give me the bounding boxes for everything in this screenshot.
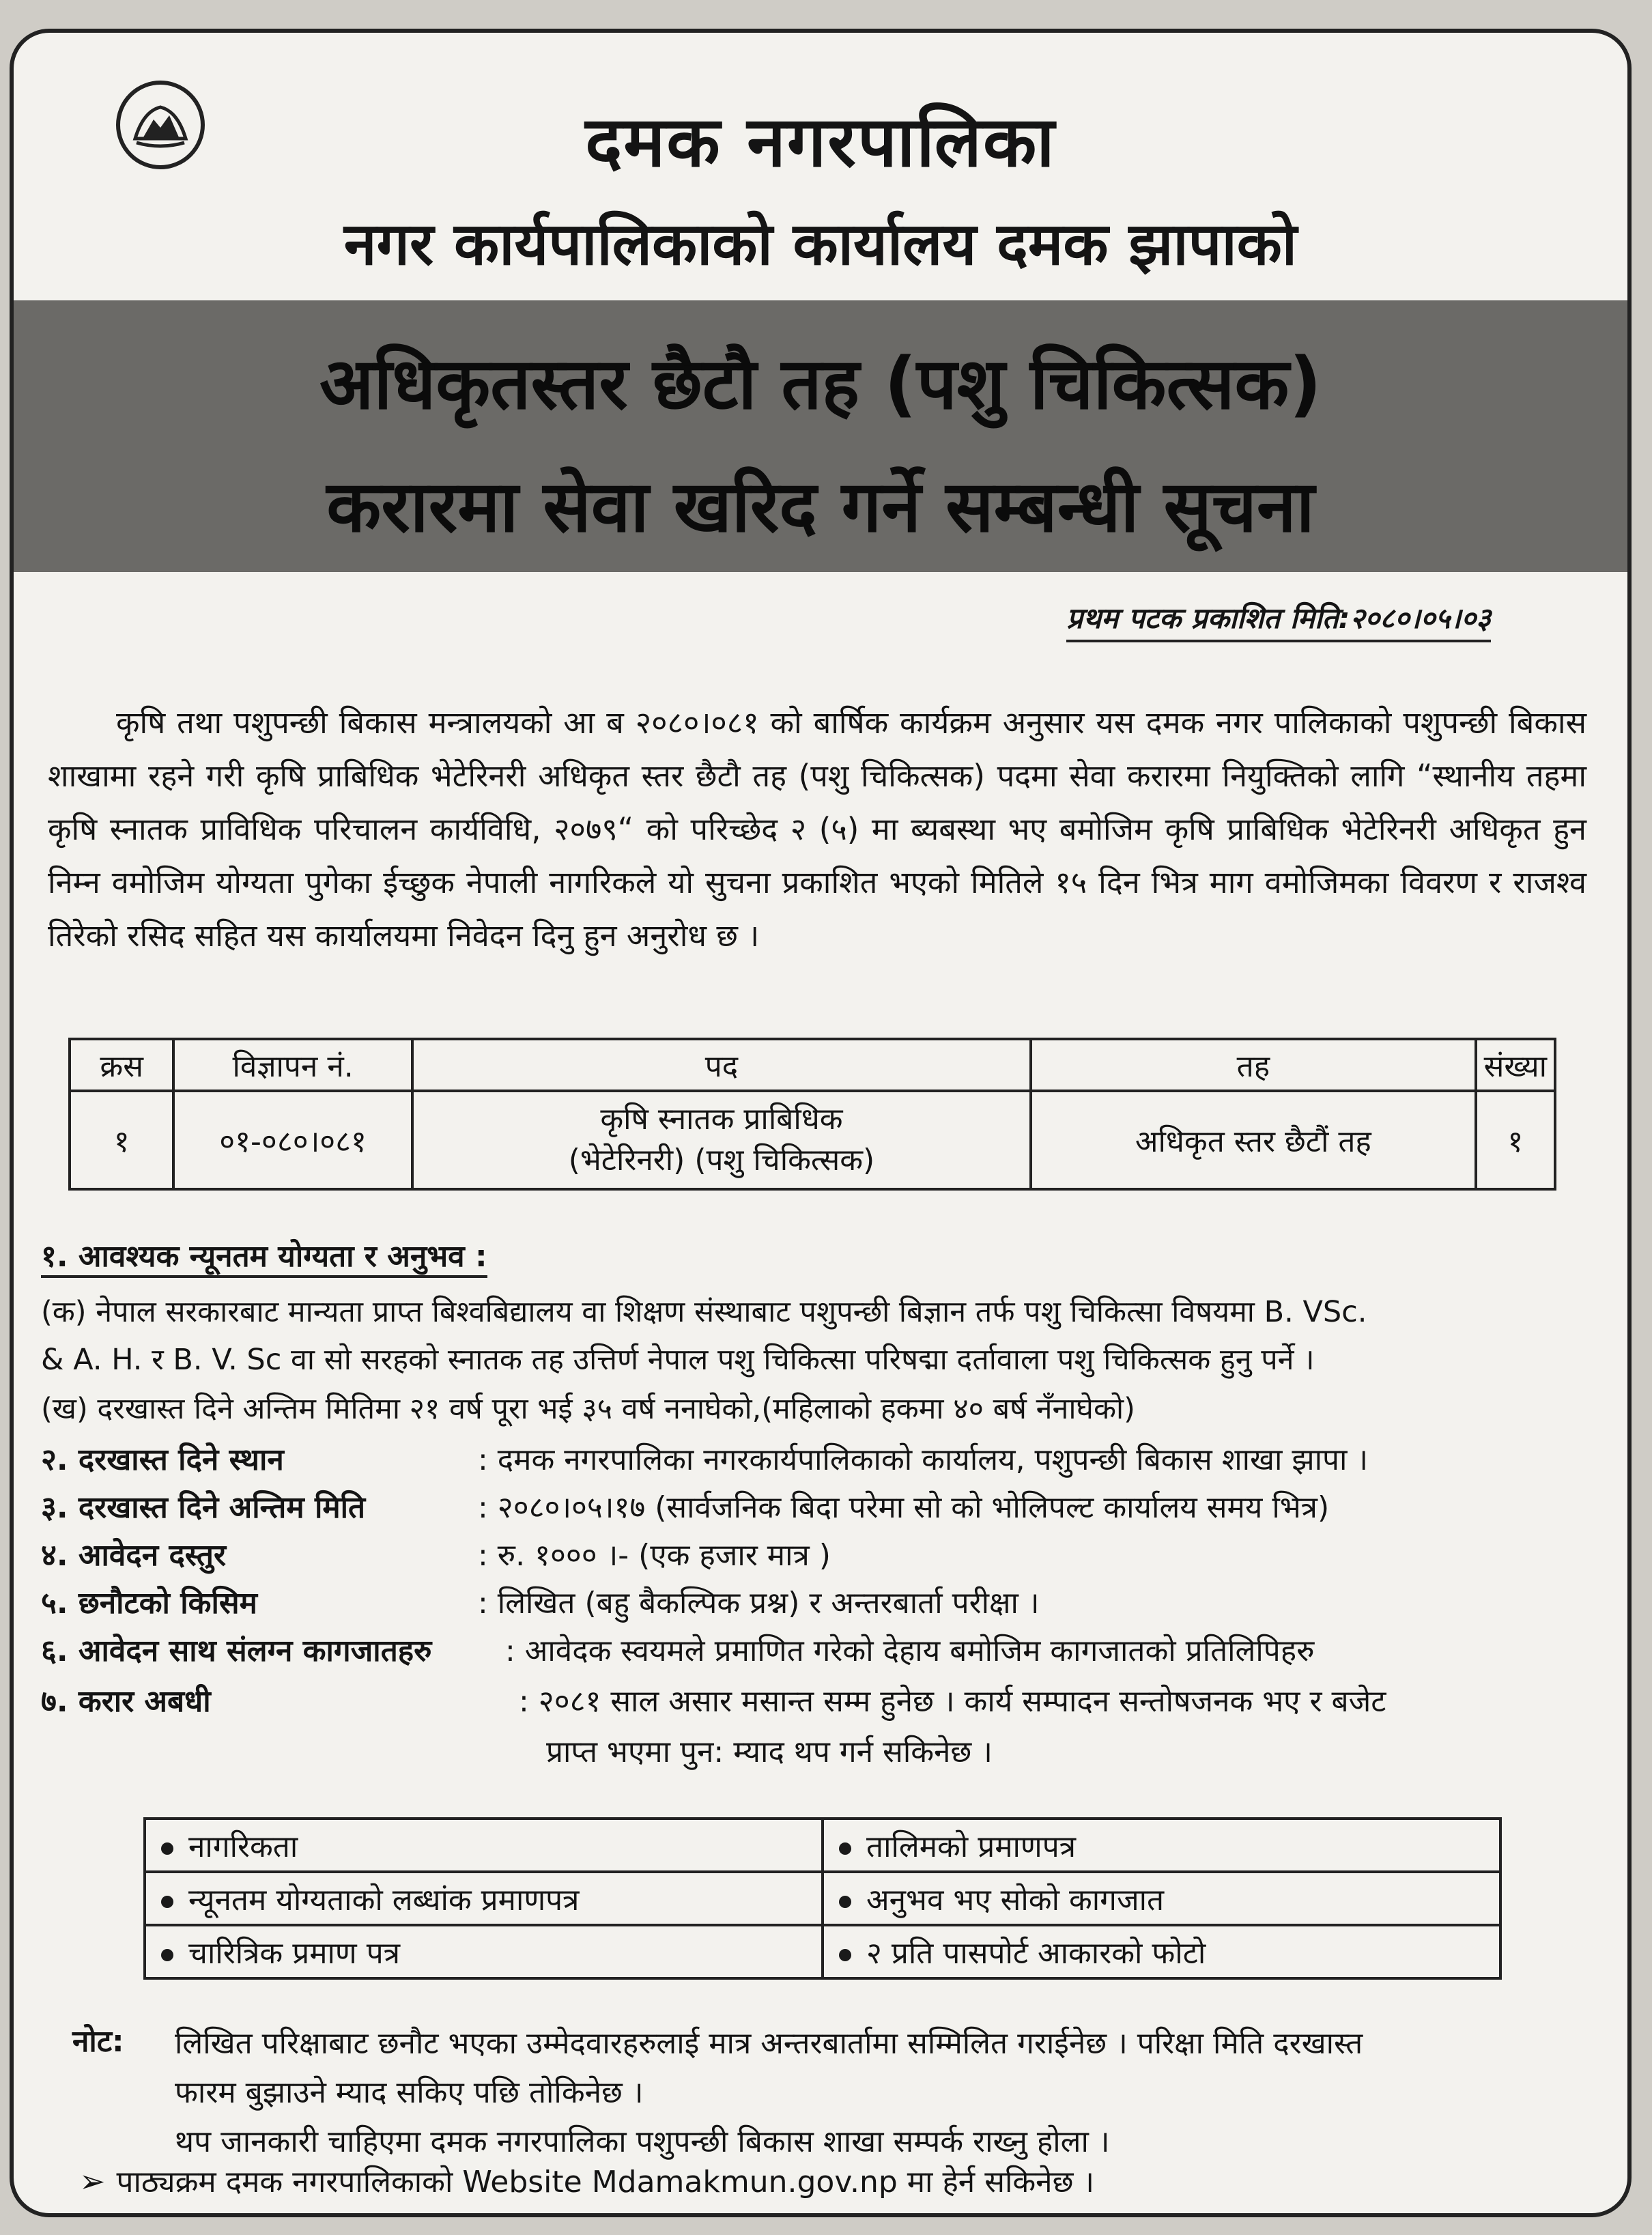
vacancy-table xyxy=(68,1038,1556,1191)
col-post: पद xyxy=(412,1039,1031,1091)
document-item: अनुभव भए सोको कागजात xyxy=(823,1872,1500,1925)
syllabus-text: पाठ्यक्रम दमक नगरपालिकाको Website Mdamakmun.gov.np मा हेर्न सकिनेछ । xyxy=(116,2165,1095,2200)
bullet-icon xyxy=(161,1949,173,1961)
bullet-icon xyxy=(839,1896,851,1908)
qualification-heading: १. आवश्यक न्यूनतम योग्यता र अनुभव : xyxy=(41,1234,487,1278)
post-line1: कृषि स्नातक प्राबिधिक xyxy=(600,1102,843,1137)
table-row xyxy=(145,1872,1500,1925)
post-line2: (भेटेरिनरी) (पशु चिकित्सक) xyxy=(568,1143,875,1178)
note-line3: थप जानकारी चाहिएमा दमक नगरपालिका पशुपन्छी बिकास शाखा सम्पर्क राख्नु होला । xyxy=(175,2124,1110,2159)
document-item: नागरिकता xyxy=(145,1819,823,1872)
municipality-title: दमक नगरपालिका xyxy=(585,102,1056,183)
item-value: : दमक नगरपालिका नगरकार्यपालिकाको कार्यालय, पशुपन्छी बिकास शाखा झापा । xyxy=(478,1442,1369,1477)
item-value: : रु. १००० ।- (एक हजार मात्र ) xyxy=(478,1538,831,1573)
bullet-icon xyxy=(839,1842,851,1855)
document-item: २ प्रति पासपोर्ट आकारको फोटो xyxy=(823,1925,1500,1978)
publication-date: प्रथम पटक प्रकाशित मिति:२०८०।०५।०३ xyxy=(1066,598,1491,642)
item-value: : २०८०।०५।१७ (सार्वजनिक बिदा परेमा सो को भोलिपल्ट कार्यालय समय भित्र) xyxy=(478,1490,1330,1525)
banner-title-line1: अधिकृतस्तर छैटौ तह (पशु चिकित्सक) xyxy=(319,342,1322,425)
document-item: तालिमको प्रमाणपत्र xyxy=(823,1819,1500,1872)
item-label: २. दरखास्त दिने स्थान xyxy=(41,1442,284,1477)
table-row xyxy=(70,1091,1555,1189)
cell-count: १ xyxy=(1476,1091,1555,1189)
qualification-ka-line2: & A. H. र B. V. Sc वा सो सरहको स्नातक तह उत्तिर्ण नेपाल पशु चिकित्सा परिषद्मा दर्तावाला पशु चिकित्सक हुनु पर्ने । xyxy=(41,1343,1315,1377)
qualification-kha: (ख) दरखास्त दिने अन्तिम मितिमा २१ वर्ष पूरा भई ३५ वर्ष ननाघेको,(महिलाको हकमा ४० बर्ष नँनाघेको) xyxy=(41,1392,1135,1426)
cell-level: अधिकृत स्तर छैटौं तह xyxy=(1031,1091,1476,1189)
item-label: ३. दरखास्त दिने अन्तिम मिति xyxy=(41,1490,366,1525)
table-row xyxy=(145,1819,1500,1872)
cell-ad-no: ०१-०८०।०८१ xyxy=(173,1091,412,1189)
item-value-cont: प्राप्त भएमा पुन: म्याद थप गर्न सकिनेछ । xyxy=(546,1735,993,1769)
note-line2: फारम बुझाउने म्याद सकिए पछि तोकिनेछ । xyxy=(175,2075,644,2110)
bullet-icon xyxy=(839,1949,851,1961)
item-value: : लिखित (बहु बैकल्पिक प्रश्न) र अन्तरबार्ता परीक्षा । xyxy=(478,1586,1040,1621)
item-label: ६. आवेदन साथ संलग्न कागजातहरु xyxy=(41,1634,432,1668)
table-header-row xyxy=(70,1039,1555,1091)
item-label: ५. छनौटको किसिम xyxy=(41,1586,257,1621)
table-row xyxy=(145,1925,1500,1978)
document-item: न्यूनतम योग्यताको लब्धांक प्रमाणपत्र xyxy=(145,1872,823,1925)
item-label: ४. आवेदन दस्तुर xyxy=(41,1538,227,1573)
col-count: संख्या xyxy=(1476,1039,1555,1091)
item-value: : २०८१ साल असार मसान्त सम्म हुनेछ । कार्य सम्पादन सन्तोषजनक भए र बजेट xyxy=(519,1684,1386,1719)
note-text xyxy=(175,2019,1632,2167)
bullet-icon xyxy=(161,1896,173,1908)
col-level: तह xyxy=(1031,1039,1476,1091)
item-label: ७. करार अबधी xyxy=(41,1684,211,1719)
banner-title-line2: करारमा सेवा खरिद गर्ने सम्बन्धी सूचना xyxy=(326,465,1315,548)
document-item: चारित्रिक प्रमाण पत्र xyxy=(145,1925,823,1978)
note-label: नोट: xyxy=(72,2024,124,2059)
cell-serial: १ xyxy=(70,1091,173,1189)
bullet-icon xyxy=(161,1842,173,1855)
syllabus-note xyxy=(79,2160,1094,2201)
item-value: : आवेदक स्वयमले प्रमाणित गरेको देहाय बमोजिम कागजातको प्रतिलिपिहरु xyxy=(505,1634,1315,1668)
cell-post xyxy=(412,1091,1031,1189)
documents-table xyxy=(143,1817,1502,1980)
arrow-icon: ➢ xyxy=(79,2163,106,2200)
notice-page xyxy=(10,29,1632,2217)
office-subtitle: नगर कार्यपालिकाको कार्यालय दमक झापाको xyxy=(343,210,1298,279)
qualification-ka-line1: (क) नेपाल सरकारबाट मान्यता प्राप्त बिश्वबिद्यालय वा शिक्षण संस्थाबाट पशुपन्छी बिज्ञान तर्फ पशु चिकित्सा विषयमा B. VSc. xyxy=(41,1295,1367,1329)
note-line1: लिखित परिक्षाबाट छनौट भएका उम्मेदवारहरुलाई मात्र अन्तरबार्तामा सम्मिलित गराईनेछ । परिक्षा मिति दरखास्त xyxy=(175,2026,1363,2061)
col-serial: क्रस xyxy=(70,1039,173,1091)
col-ad-no: विज्ञापन नं. xyxy=(173,1039,412,1091)
intro-paragraph: कृषि तथा पशुपन्छी बिकास मन्त्रालयको आ ब २०८०।०८१ को बार्षिक कार्यक्रम अनुसार यस दमक नगर पालिकाको पशुपन्छी बिकास शाखामा रहने गरी कृषि प्राबिधिक भेटेरिनरी अधिकृत स्तर छैटौ तह (पशु चिकित्सक) पदमा सेवा करारमा नियुक्तिको लागि “स्थानीय तहमा कृषि स्नातक प्राविधिक परिचालन कार्यविधि, २०७९“ को परिच्छेद २ (५) मा ब्यबस्था भए बमोजिम कृषि प्राबिधिक भेटेरिनरी अधिकृत हुन निम्न वमोजिम योग्यता पुगेका ईच्छुक नेपाली नागरिकले यो सुचना प्रकाशित भएको मितिले १५ दिन भित्र माग वमोजिमका विवरण र राजश्व तिरेको रसिद सहित यस कार्यालयमा निवेदन दिनु हुन अनुरोध छ । xyxy=(48,704,1586,954)
